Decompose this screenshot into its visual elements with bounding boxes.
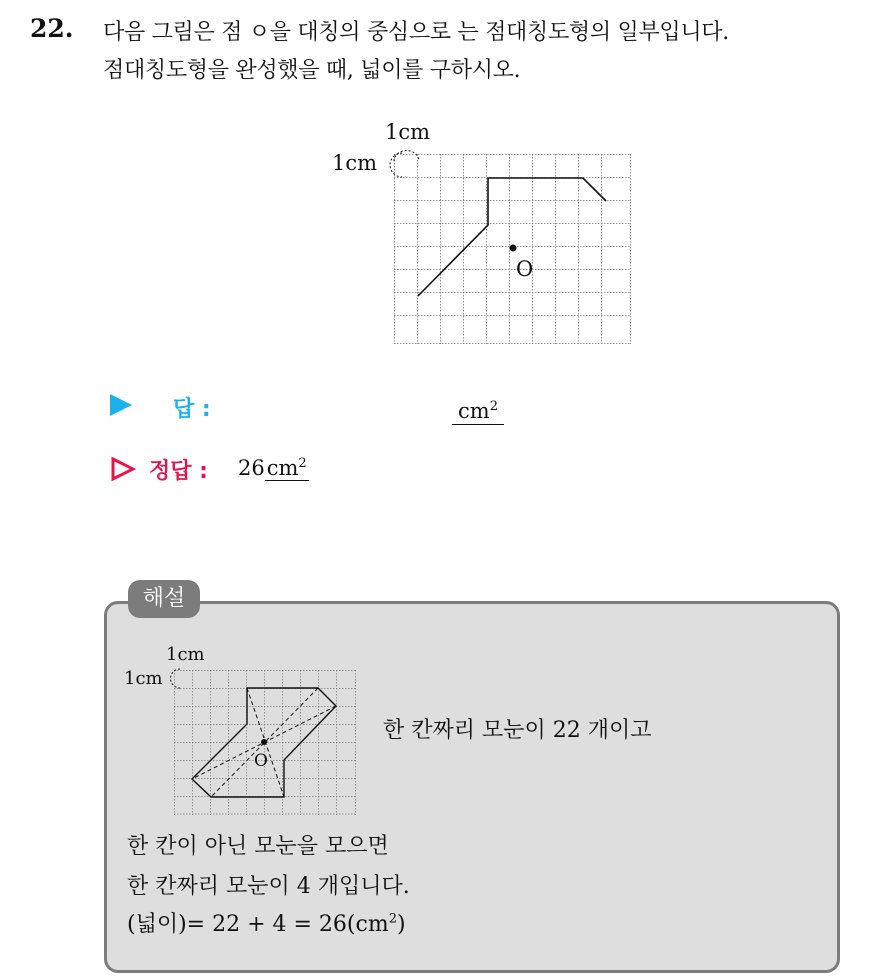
answer-marker-icon bbox=[110, 394, 132, 416]
solution-line1: 한 칸이 아닌 모눈을 모으면 bbox=[127, 834, 389, 859]
figure-grid-diagram bbox=[385, 145, 640, 355]
figure-label-left: 1cm bbox=[332, 151, 378, 175]
solution-fig-label-top: 1cm bbox=[166, 644, 205, 665]
answer-label: 답 : bbox=[173, 397, 211, 422]
question-number: 22. bbox=[30, 14, 74, 43]
figure-label-top: 1cm bbox=[385, 120, 431, 144]
correct-value: $26cm^2$ bbox=[238, 456, 307, 480]
center-label: O bbox=[516, 257, 534, 281]
symmetry-center-dot bbox=[510, 245, 517, 252]
solution-center-dot bbox=[261, 739, 267, 745]
figure-half-shape bbox=[418, 178, 606, 296]
solution-line2: 한 칸짜리 모눈이 4 개입니다. bbox=[127, 874, 410, 899]
solution-tab: 해설 bbox=[128, 580, 200, 618]
solution-grid-diagram bbox=[168, 664, 368, 816]
question-text-line2: 점대칭도형을 완성했을 때, 넓이를 구하시오. bbox=[103, 58, 521, 83]
cell-size-arc-horizontal bbox=[394, 151, 419, 161]
correct-label: 정답 : bbox=[149, 459, 208, 484]
answer-unit: $cm^2$ bbox=[452, 394, 504, 425]
cell-size-arc-vertical bbox=[390, 153, 402, 177]
correct-marker-icon bbox=[110, 456, 136, 482]
question-text-line1: 다음 그림은 점 ㅇ을 대칭의 중심으로 는 점대칭도형의 일부입니다. bbox=[103, 20, 729, 45]
solution-side-text: 한 칸짜리 모눈이 22 개이고 bbox=[383, 718, 652, 743]
solution-formula: (넓이)= $22 + 4 = 26(cm^2)$ bbox=[127, 911, 406, 937]
solution-center-label: O bbox=[254, 751, 268, 771]
solution-fig-label-left: 1cm bbox=[124, 668, 163, 689]
